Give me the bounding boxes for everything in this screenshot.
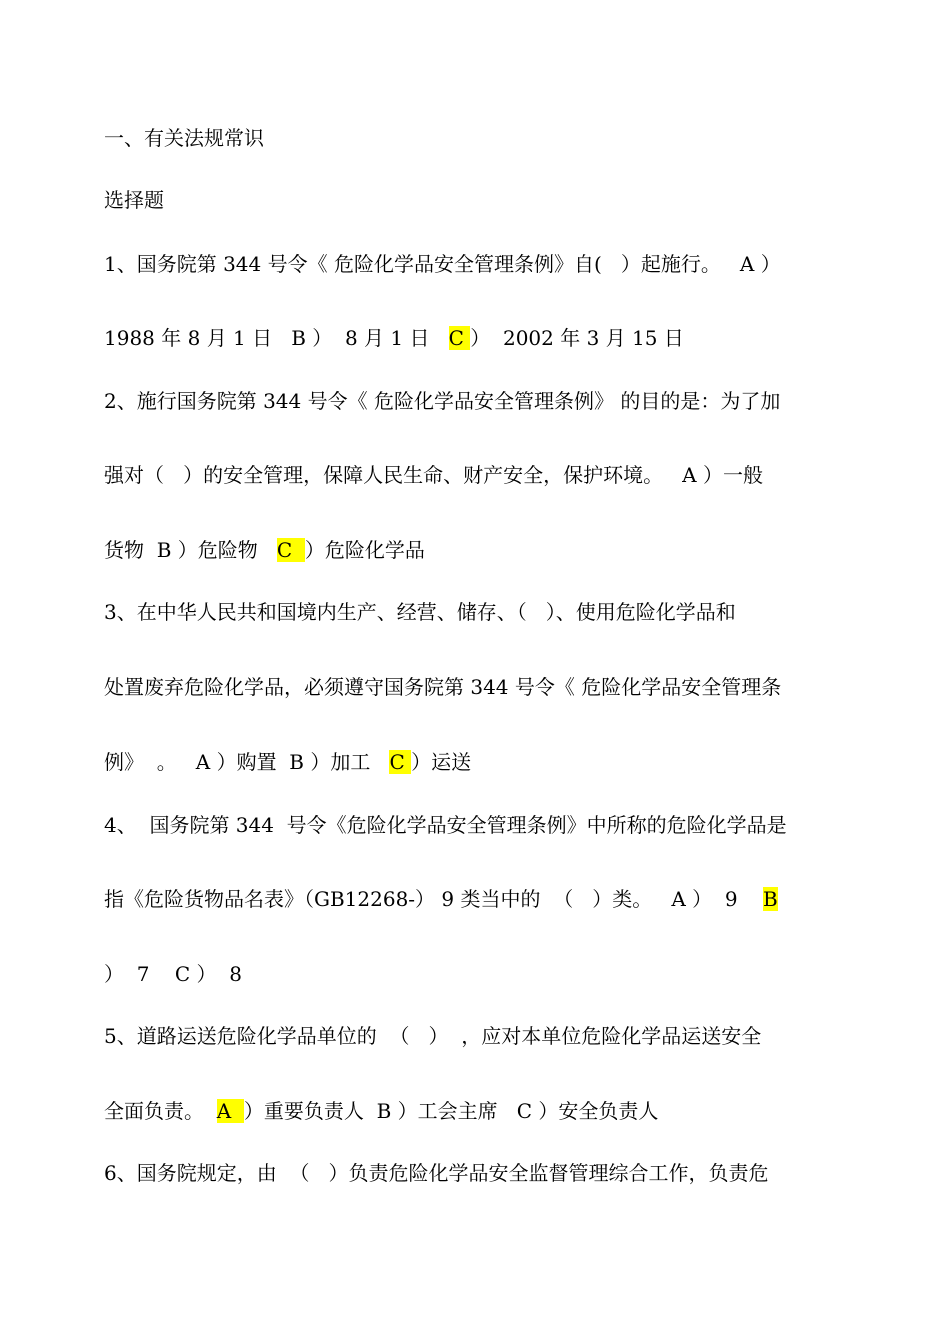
- section-title: 一、有关法规常识: [104, 126, 264, 150]
- question-3-line-1: 3、在中华人民共和国境内生产、经营、储存、（ ）、使用危险化学品和: [104, 600, 736, 624]
- question-6-line-1: 6、国务院规定，由 （ ）负责危险化学品安全监督管理综合工作，负责危: [104, 1161, 769, 1185]
- question-5-line-1: 5、道路运送危险化学品单位的 （ ） ，应对本单位危险化学品运送安全: [104, 1024, 762, 1048]
- question-1-options-tail: ） 2002 年 3 月 15 日: [470, 326, 684, 350]
- question-4-options: 指《危险货物品名表》（GB12268-） 9 类当中的 （ ）类。 A ） 9: [104, 887, 764, 911]
- question-1-answer-highlight: C: [448, 326, 471, 350]
- question-1-line-1: 1、国务院第 344 号令《 危险化学品安全管理条例》自( ）起施行。 A ）: [104, 252, 781, 276]
- question-5-options-tail: ）重要负责人 B ）工会主席 C ）安全负责人: [243, 1099, 659, 1123]
- question-2-line-3: [104, 536, 864, 564]
- subtitle: 选择题: [104, 188, 164, 212]
- question-5-options: 全面负责。: [104, 1099, 217, 1123]
- question-3-options: 例》 。 A ）购置 B ）加工: [104, 750, 390, 774]
- question-4-line-2: [104, 885, 864, 913]
- question-3-options-tail: ）运送: [411, 750, 472, 774]
- question-2-options: 货物 B ）危险物: [104, 538, 277, 562]
- question-5-answer-highlight: A: [216, 1099, 244, 1123]
- question-1-options: 1988 年 8 月 1 日 B ） 8 月 1 日: [104, 326, 449, 350]
- question-2-options-tail: ）危险化学品: [304, 538, 425, 562]
- question-2-answer-highlight: C: [276, 538, 305, 562]
- question-2-line-1: 2、施行国务院第 344 号令《 危险化学品安全管理条例》 的目的是：为了加: [104, 389, 781, 413]
- question-3-answer-highlight: C: [389, 750, 412, 774]
- question-3-line-3: [104, 748, 864, 776]
- question-2-line-2: 强对（ ）的安全管理，保障人民生命、财产安全，保护环境。 A ）一般: [104, 463, 763, 487]
- question-1-line-2: [104, 324, 864, 352]
- question-3-line-2: 处置废弃危险化学品，必须遵守国务院第 344 号令《 危险化学品安全管理条: [104, 675, 782, 699]
- question-4-line-3: ） 7 C ） 8: [104, 962, 242, 986]
- question-4-answer-highlight: B: [763, 887, 778, 911]
- question-5-line-2: [104, 1097, 864, 1125]
- question-4-line-1: 4、 国务院第 344 号令《危险化学品安全管理条例》中所称的危险化学品是: [104, 813, 787, 837]
